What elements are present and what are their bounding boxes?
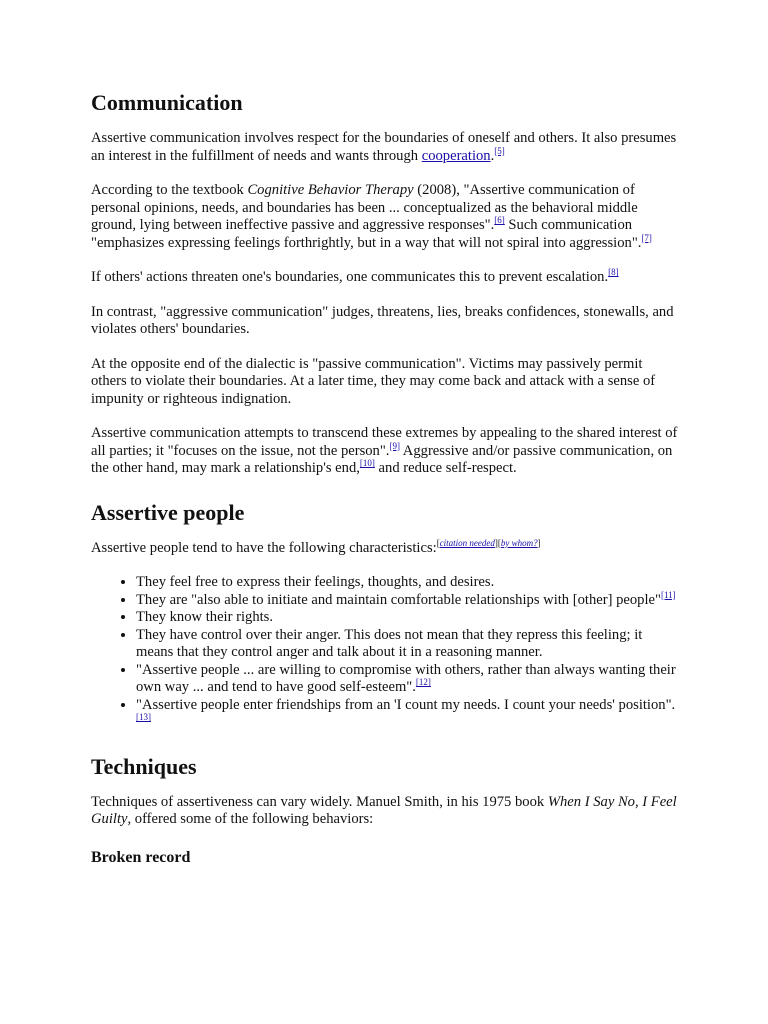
reference-link-9[interactable]: [9] bbox=[389, 440, 400, 451]
citation-needed-sup bbox=[437, 538, 541, 548]
list-item-text: They have control over their anger. This does not mean that they repress this feeling; it means that they control anger and talk about it in a reasoning manner. bbox=[136, 626, 643, 660]
paragraph-techniques-intro bbox=[91, 794, 681, 829]
bracket: [ bbox=[436, 537, 440, 548]
paragraph-text: Assertive people tend to have the following characteristics: bbox=[91, 539, 437, 556]
reference-sup bbox=[416, 677, 431, 687]
paragraph-communication-6 bbox=[91, 425, 681, 478]
paragraph-communication-2 bbox=[91, 182, 681, 252]
paragraph-communication-1 bbox=[91, 130, 681, 165]
list-item-text: They are "also able to initiate and maintain comfortable relationships with [other] people" bbox=[136, 591, 661, 608]
characteristics-list bbox=[91, 574, 681, 732]
paragraph-communication-3 bbox=[91, 269, 681, 287]
reference-sup bbox=[494, 215, 505, 225]
reference-sup bbox=[641, 233, 652, 243]
paragraph-text: (2008), "Assertive communication of personal opinions, needs, and boundaries has been ... conceptualized as the behavioral middle ground, lying between ineffective passive and aggressive responses". bbox=[91, 182, 638, 233]
subheading-broken-record: Broken record bbox=[91, 848, 191, 866]
reference-link-6[interactable]: [6] bbox=[494, 215, 505, 225]
reference-sup bbox=[360, 458, 375, 468]
section-heading-communication: Communication bbox=[91, 90, 243, 115]
paragraph-text: and reduce self-respect. bbox=[374, 460, 517, 476]
reference-link-10[interactable]: [10] bbox=[359, 458, 375, 468]
citation-needed-link[interactable]: citation needed bbox=[439, 537, 495, 548]
section-heading-techniques: Techniques bbox=[91, 753, 197, 779]
book-title: When I Say No, I Feel Guilty bbox=[91, 793, 677, 827]
by-whom-link[interactable]: by whom? bbox=[500, 537, 538, 548]
book-title: Cognitive Behavior Therapy bbox=[247, 182, 414, 198]
reference-link-13[interactable]: [13] bbox=[136, 712, 151, 722]
list-item bbox=[136, 662, 681, 697]
list-item bbox=[136, 609, 681, 627]
reference-link-8[interactable]: [8] bbox=[608, 267, 619, 277]
bracket: ][ bbox=[494, 537, 501, 548]
list-item-text: "Assertive people enter friendships from an 'I count my needs. I count your needs' position". bbox=[136, 696, 676, 713]
paragraph-text: If others' actions threaten one's boundaries, one communicates this to prevent escalation. bbox=[91, 269, 609, 285]
paragraph-text: Such communication "emphasizes expressing feelings forthrightly, but in a way that will not spiral into aggression". bbox=[91, 217, 642, 251]
reference-sup bbox=[661, 590, 676, 600]
reference-sup bbox=[494, 146, 505, 156]
reference-link-5[interactable]: [5] bbox=[494, 145, 505, 156]
paragraph-text: Techniques of assertiveness can vary widely. Manuel Smith, in his 1975 book bbox=[91, 793, 548, 810]
list-item bbox=[136, 627, 681, 662]
article-body bbox=[91, 88, 681, 868]
list-item-text: They know their rights. bbox=[136, 609, 273, 625]
paragraph-text: Assertive communication attempts to transcend these extremes by appealing to the shared interest of all parties; it "focuses on the issue, not the person". bbox=[91, 425, 678, 459]
reference-link-11[interactable]: [11] bbox=[660, 589, 676, 600]
paragraph-text: , offered some of the following behaviors: bbox=[127, 811, 374, 827]
reference-link-12[interactable]: [12] bbox=[415, 677, 431, 687]
paragraph-text: Assertive communication involves respect for the boundaries of oneself and others. It also presumes an interest in the fulfillment of needs and wants through bbox=[91, 130, 677, 164]
link-cooperation[interactable]: cooperation bbox=[421, 147, 491, 164]
paragraph-text: Aggressive and/or passive communication, on the other hand, may mark a relationship's end, bbox=[91, 442, 673, 476]
paragraph-communication-5: At the opposite end of the dialectic is "passive communication". Victims may passively permit others to violate their boundaries. At a later time, they may come back and attack with a sense of impunity or righteous indignation. bbox=[91, 355, 656, 407]
reference-sup bbox=[608, 267, 619, 277]
reference-sup bbox=[389, 441, 400, 451]
list-item-text: They feel free to express their feelings, thoughts, and desires. bbox=[136, 574, 495, 590]
bracket: ] bbox=[537, 537, 541, 548]
paragraph-communication-4: In contrast, "aggressive communication" judges, threatens, lies, breaks confidences, stonewalls, and violates others' boundaries. bbox=[91, 303, 674, 337]
paragraph-assertive-intro bbox=[91, 537, 681, 558]
paragraph-text: According to the textbook bbox=[91, 182, 248, 198]
list-item bbox=[136, 697, 681, 732]
list-item bbox=[136, 574, 681, 592]
list-item-text: "Assertive people ... are willing to compromise with others, rather than always wanting their own way ... and tend to have good self-esteem". bbox=[136, 661, 676, 695]
list-item bbox=[136, 589, 681, 610]
reference-link-7[interactable]: [7] bbox=[641, 232, 652, 243]
paragraph-text: . bbox=[490, 147, 495, 164]
section-heading-assertive-people: Assertive people bbox=[91, 499, 245, 525]
reference-sup bbox=[136, 712, 151, 722]
